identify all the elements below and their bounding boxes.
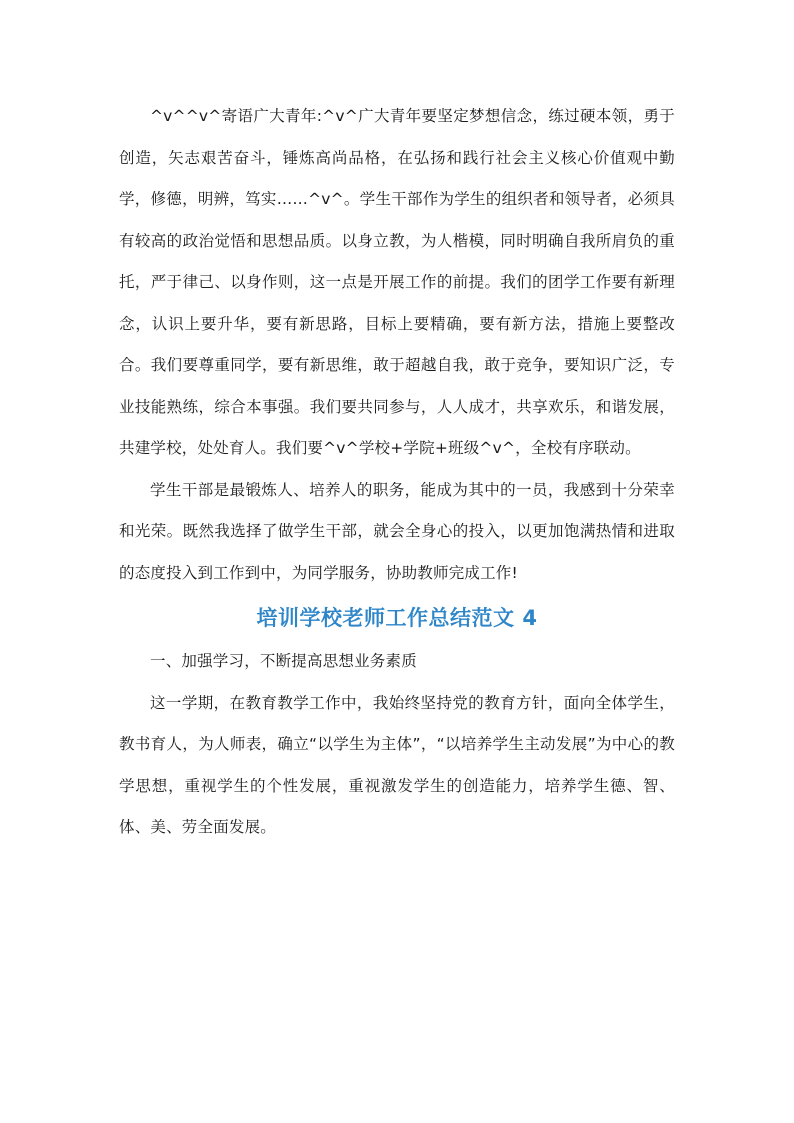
section-title: 培训学校老师工作总结范文 4 — [256, 606, 538, 630]
section-subheading: 一、加强学习，不断提高思想业务素质 — [150, 652, 417, 670]
body-paragraph: 这一学期，在教育教学工作中，我始终坚持党的教育方针，面向全体学生，教书育人，为人师表，确立“以学生为主体”，“以培养学生主动发展”为中心的教学思想，重视学生的个性发展，重视激发学生的创造能力，培养学生德、智、体、美、劳全面发展。 — [119, 693, 675, 836]
body-paragraph: ^v^^v^寄语广大青年:^v^广大青年要坚定梦想信念，练过硬本领，勇于创造，矢志艰苦奋斗，锤炼高尚品格，在弘扬和践行社会主义核心价值观中勤学，修德，明辨，笃实……^v^。学生干部作为学生的组织者和领导者，必须具有较高的政治觉悟和思想品质。以身立教，为人楷模，同时明确自我所肩负的重托，严于律己、以身作则，这一点是开展工作的前提。我们的团学工作要有新理念，认识上要升华，要有新思路，目标上要精确，要有新方法，措施上要整改合。我们要尊重同学，要有新思维，敢于超越自我，敢于竞争，要知识广泛，专业技能熟练，综合本事强。我们要共同参与，人人成才，共享欢乐，和谐发展，共建学校，处处育人。我们要^v^学校+学院+班级^v^，全校有序联动。 — [119, 107, 675, 457]
body-paragraph: 学生干部是最锻炼人、培养人的职务，能成为其中的一员，我感到十分荣幸和光荣。既然我选择了做学生干部，就会全身心的投入，以更加饱满热情和进取的态度投入到工作到中，为同学服务，协助教师完成工作! — [119, 480, 675, 582]
document-page — [119, 96, 675, 849]
